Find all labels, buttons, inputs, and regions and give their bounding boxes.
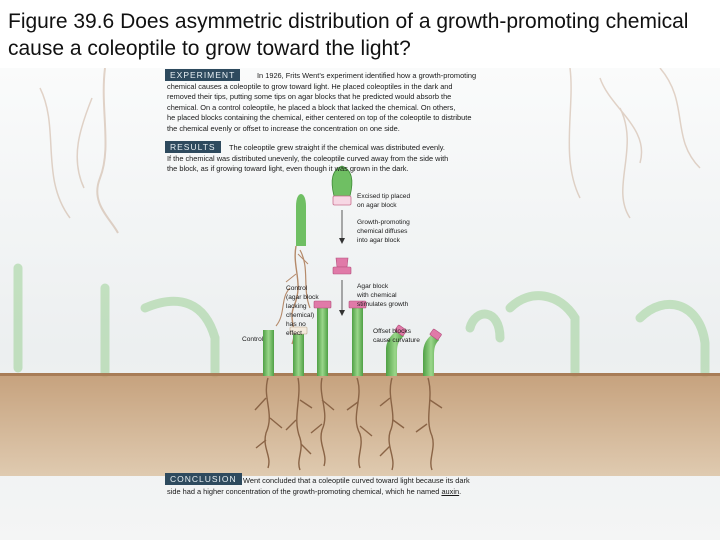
results-tag: RESULTS — [165, 141, 221, 153]
label-line: lacking — [286, 303, 307, 310]
label-line: with chemical — [357, 292, 397, 299]
conclusion-line-2-text: side had a higher concentration of the growth-promoting chemical, which he named — [167, 486, 442, 496]
experiment-line: removed their tips, putting some tips on agar blocks that he predicted would absorb the — [167, 92, 452, 101]
label-agar-with-chemical — [357, 282, 408, 309]
results-line: the block, as if growing toward light, even though it was grown in the dark. — [167, 164, 409, 173]
label-line: (agar block — [286, 294, 319, 301]
conclusion-line-2 — [167, 487, 567, 498]
label-line: chemical) — [286, 312, 315, 319]
conclusion-text — [167, 476, 567, 497]
experiment-tag: EXPERIMENT — [165, 69, 240, 81]
experiment-line: the chemical evenly or offset to increase the concentration on one side. — [167, 123, 400, 133]
figure-title: Figure 39.6 Does asymmetric distribution of a growth-promoting chemical cause a coleoptile to grow toward the light? — [8, 10, 689, 60]
conclusion-period: . — [459, 486, 462, 496]
results-line: If the chemical was distributed unevenly, the coleoptile curved away from the side with — [167, 153, 449, 163]
experiment-line: chemical. On a control coleoptile, he placed a block that lacked the chemical. On others, — [167, 102, 456, 112]
coleoptile-control — [263, 330, 274, 376]
label-offset — [373, 327, 420, 345]
label-line: effect — [286, 330, 303, 337]
label-line: Agar block — [357, 283, 389, 290]
results-text — [167, 143, 547, 175]
label-line: has no — [286, 321, 306, 328]
experiment-line: In 1926, Frits Went’s experiment identified how a growth-promoting — [257, 71, 477, 80]
label-line: Growth-promoting — [357, 219, 410, 226]
soil — [0, 374, 720, 476]
label-line: Control — [286, 285, 308, 292]
label-line: Offset blocks — [373, 328, 411, 335]
label-line: chemical diffuses — [357, 228, 408, 235]
results-line: The coleoptile grew straight if the chemical was distributed evenly. — [229, 143, 445, 152]
label-diffuses — [357, 218, 410, 245]
experiment-line: chemical causes a coleoptile to grow toward light. He placed coleoptiles in the dark and — [167, 81, 453, 91]
label-control: Control — [242, 336, 264, 343]
label-line: Excised tip placed — [357, 193, 411, 200]
figure-panel — [0, 68, 720, 540]
label-line: on agar block — [357, 202, 397, 209]
label-excised-tip — [357, 192, 410, 210]
label-line: stimulates growth — [357, 301, 409, 308]
label-line: cause curvature — [373, 337, 420, 344]
experiment-line: he placed blocks containing the chemical, either centered on top of the coleoptile to distribute — [167, 113, 472, 122]
label-control-block — [286, 284, 319, 338]
conclusion-tag: CONCLUSION — [165, 473, 242, 485]
conclusion-line-1: Went concluded that a coleoptile curved toward light because its dark — [243, 476, 470, 485]
experiment-text — [167, 71, 547, 134]
auxin-term: auxin — [441, 486, 460, 496]
label-line: into agar block — [357, 237, 400, 244]
